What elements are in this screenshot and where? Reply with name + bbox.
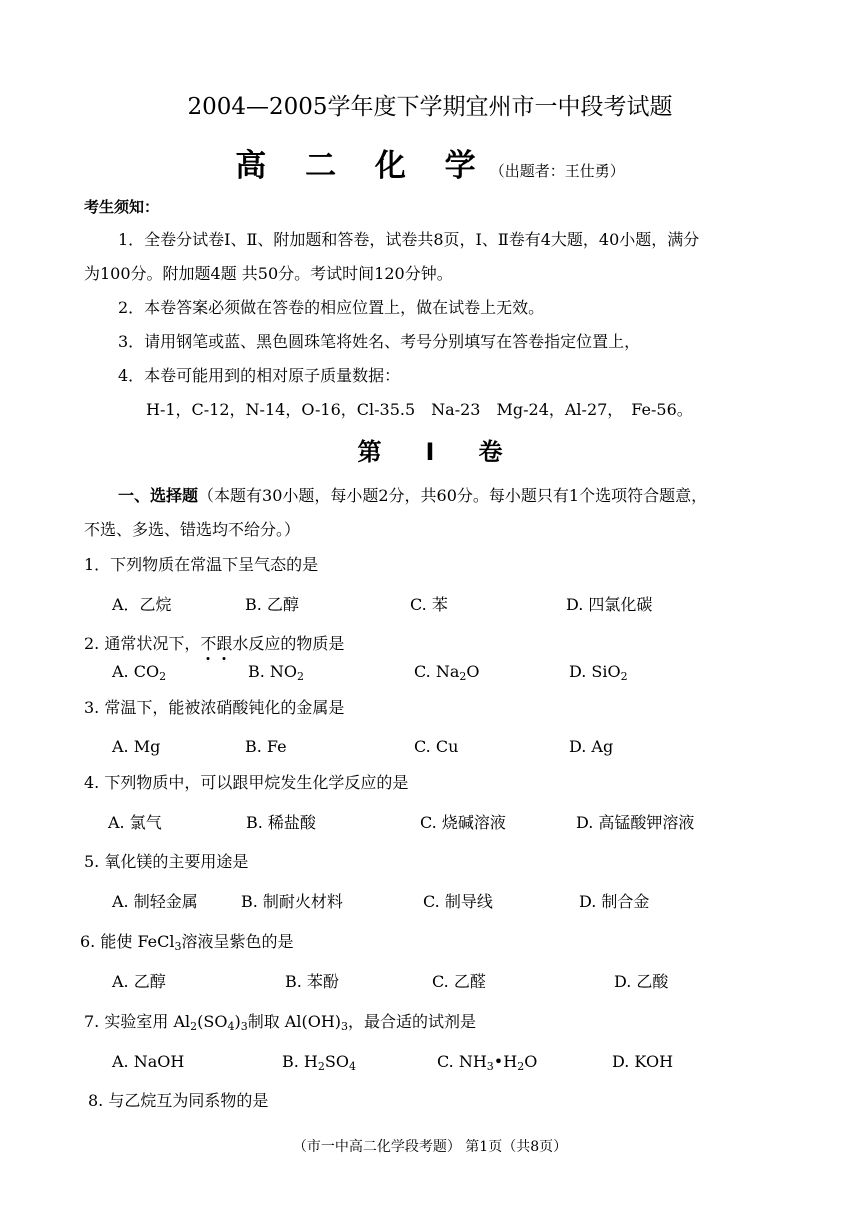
q6-option-d: D. 乙酸 (614, 972, 669, 991)
volume-part-3: 卷 (478, 438, 503, 466)
question-3-stem: 3. 常温下，能被浓硝酸钝化的金属是 (84, 698, 345, 717)
section-1-intro (118, 486, 707, 506)
q2-stem-post: 水反应的物质是 (232, 634, 345, 653)
q1-option-b: B. 乙醇 (245, 595, 299, 614)
q2-option-a: A. $CO_2$ (112, 662, 167, 683)
page-footer: （市一中高二化学段考题） 第1页（共8页） (292, 1139, 568, 1155)
notice-item-1: 1．全卷分试卷Ⅰ、Ⅱ、附加题和答卷，试卷共8页，Ⅰ、Ⅱ卷有4大题，40小题，满分 (118, 230, 700, 249)
notice-item-3: 3．请用钢笔或蓝、黑色圆珠笔将姓名、考号分别填写在答卷指定位置上， (118, 332, 641, 351)
q3-option-c: C. Cu (414, 737, 459, 756)
volume-part-2: Ⅰ (425, 438, 435, 466)
volume-title (0, 432, 860, 467)
q6-option-c: C. 乙醛 (432, 972, 486, 991)
q2-stem-pre: 2. 通常状况下， (84, 634, 201, 653)
q5-option-c: C. 制导线 (423, 892, 493, 911)
q3-option-a: A. Mg (112, 737, 161, 756)
q4-option-b: B. 稀盐酸 (246, 813, 316, 832)
section-1-desc: （本题有30小题，每小题2分，共60分。每小题只有1个选项符合题意， (198, 486, 708, 505)
q1-option-a: A．乙烷 (112, 595, 172, 614)
q2-option-b: B. $NO_2$ (248, 662, 305, 683)
q7-option-d: D. KOH (612, 1052, 674, 1071)
question-8-stem: 8. 与乙烷互为同系物的是 (88, 1091, 269, 1110)
q3-option-d: D. Ag (569, 737, 614, 756)
q5-option-d: D. 制合金 (579, 892, 650, 911)
question-4-stem: 4. 下列物质中，可以跟甲烷发生化学反应的是 (84, 773, 409, 792)
q7-option-b: B. $H_2SO_4$ (282, 1052, 356, 1073)
q2-option-c: C. $Na_2O$ (414, 662, 480, 683)
exam-title: 2004—2005学年度下学期宜州市一中段考试题 (187, 94, 673, 120)
author-note: （出题者：王仕勇） (489, 162, 625, 180)
question-6-stem: 6. 能使 FeCl$_3$溶液呈紫色的是 (80, 932, 294, 953)
section-1-heading: 一、选择题 (118, 486, 199, 505)
q1-option-d: D. 四氯化碳 (566, 595, 653, 614)
question-7-stem: 7. 实验室用 $Al_2(SO_4)_3$制取 $Al(OH)_3$，最合适的试剂是 (84, 1012, 477, 1033)
q6-option-a: A. 乙醇 (112, 972, 166, 991)
q2-stem-emph-2: 跟 (216, 634, 233, 653)
q7-option-a: A. NaOH (112, 1052, 185, 1071)
q5-option-a: A. 制轻金属 (112, 892, 198, 911)
volume-part-1: 第 (357, 438, 382, 466)
q6-option-b: B. 苯酚 (285, 972, 339, 991)
subject-line (0, 140, 860, 185)
q3-option-b: B. Fe (245, 737, 287, 756)
question-5-stem: 5. 氧化镁的主要用途是 (84, 852, 249, 871)
q4-option-d: D. 高锰酸钾溶液 (576, 813, 695, 832)
q2-stem-emph-1: 不 (200, 634, 217, 653)
q1-option-c: C. 苯 (410, 595, 448, 614)
subject-name: 高 二 化 学 (235, 148, 490, 184)
question-2-stem (84, 634, 344, 654)
notice-item-2: 2．本卷答案必须做在答卷的相应位置上，做在试卷上无效。 (118, 298, 545, 317)
q5-option-b: B. 制耐火材料 (241, 892, 343, 911)
question-1-stem: 1．下列物质在常温下呈气态的是 (84, 555, 319, 574)
q7-option-c: C. $NH_3•H_2O$ (437, 1052, 538, 1073)
notice-item-1-cont: 为100分。附加题4题 共50分。考试时间120分钟。 (84, 264, 453, 283)
q4-option-a: A. 氯气 (108, 813, 162, 832)
q2-option-d: D. SiO$_2$ (569, 662, 628, 683)
atomic-masses: H-1，C-12，N-14，O-16，Cl-35.5 Na-23 Mg-24，Al-27， Fe-56。 (146, 400, 693, 419)
notice-heading: 考生须知： (84, 198, 160, 216)
q4-option-c: C. 烧碱溶液 (420, 813, 506, 832)
notice-item-4: 4．本卷可能用到的相对原子质量数据： (118, 366, 401, 385)
section-1-desc-cont: 不选、多选、错选均不给分。） (84, 520, 301, 539)
